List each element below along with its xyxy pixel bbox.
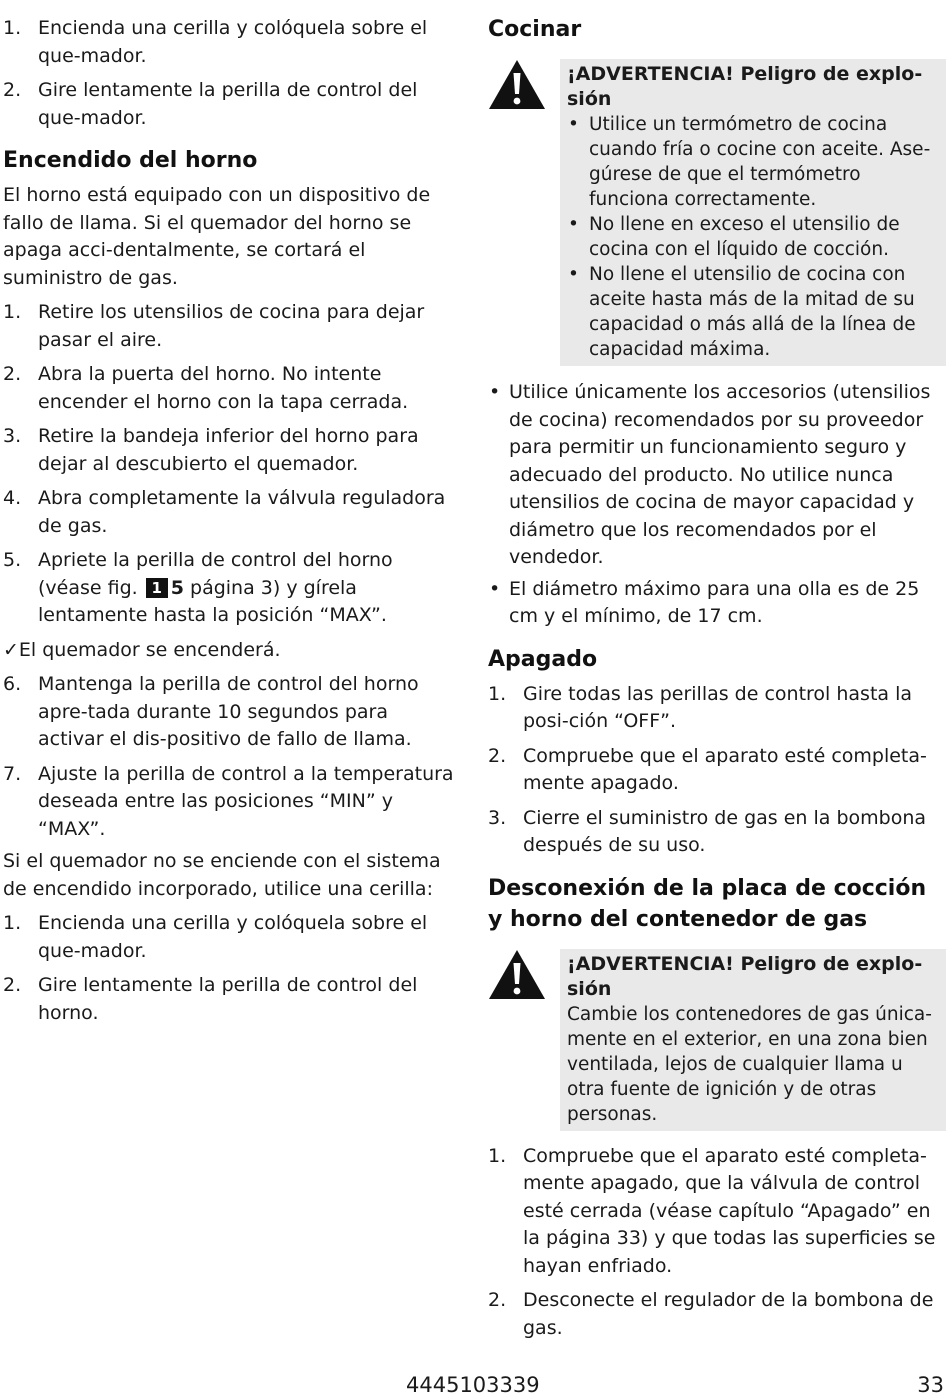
burner-steps (3, 15, 459, 132)
match-steps (3, 910, 459, 1027)
figure-badge: 1 (146, 578, 168, 598)
off-steps (488, 681, 946, 860)
list-item: • El diámetro máximo para una olla es de 25 cm y el mínimo, de 17 cm. (488, 576, 946, 631)
list-item: • Utilice únicamente los accesorios (utensilios de cocina) recomendados por su proveedor para permitir un funcionamiento seguro y adecuado del producto. No utilice nunca utensilios de cocina de mayor capacidad y diámetro que los recomendados por el vendedor. (488, 379, 946, 572)
list-item: 6. Mantenga la perilla de control del horno apre-tada durante 10 segundos para activar el dis-positivo de fallo de llama. (3, 673, 419, 750)
warning-box (560, 59, 946, 366)
right-column (488, 0, 946, 1349)
list-item: 1. Encienda una cerilla y colóquela sobre el que-mador. (3, 912, 428, 962)
match-intro: Si el quemador no se enciende con el sistema de encendido incorporado, utilice una cerilla: (3, 850, 441, 900)
list-item: 3. Cierre el suministro de gas en la bombona después de su uso. (488, 806, 927, 856)
checkmark-icon: ✓ (3, 638, 19, 661)
oven-steps-continued (3, 671, 459, 843)
list-item: 2. Abra la puerta del horno. No intente encender el horno con la tapa cerrada. (3, 363, 409, 413)
list-item: 1. Encienda una cerilla y colóquela sobre el que-mador. (3, 17, 428, 67)
list-item: • Utilice un termómetro de cocina cuando fría o cocine con aceite. Ase-gúrese de que el termómetro funciona correctamente. (567, 112, 942, 212)
list-item: 2. Gire lentamente la perilla de control del horno. (3, 974, 418, 1024)
warning-triangle-icon (488, 59, 546, 110)
page-number: 33 (917, 1373, 944, 1397)
left-column (3, 0, 459, 1034)
warning-title: ¡ADVERTENCIA! Peligro de explo-sión (567, 63, 923, 110)
list-item: 1. Retire los utensilios de cocina para dejar pasar el aire. (3, 301, 425, 351)
document-number: 4445103339 (406, 1373, 540, 1397)
cook-heading: Cocinar (488, 17, 582, 42)
off-heading: Apagado (488, 646, 598, 672)
list-item: • No llene en exceso el utensilio de cocina con el líquido de cocción. (567, 212, 942, 262)
result-line: ✓El quemador se encenderá. (3, 638, 281, 661)
warning-text: Cambie los contenedores de gas única-mente en el exterior, en una zona bien ventilada, lejos de cualquier llama u otra fuente de ignición y de otras personas. (567, 1003, 932, 1125)
warning-title: ¡ADVERTENCIA! Peligro de explo-sión (567, 952, 923, 1000)
warning-block-gas-change (488, 949, 946, 1131)
warning-block-explosion (488, 59, 946, 366)
list-item: 2. Compruebe que el aparato esté completa-mente apagado. (488, 744, 927, 794)
list-item: 2. Gire lentamente la perilla de control del que-mador. (3, 79, 418, 129)
list-item: 4. Abra completamente la válvula reguladora de gas. (3, 487, 446, 537)
warning-box (560, 949, 946, 1131)
list-item: 1. Gire todas las perillas de control hasta la posi-ción “OFF”. (488, 682, 913, 732)
cook-bullets (488, 379, 946, 631)
oven-steps (3, 299, 459, 630)
list-item: 7. Ajuste la perilla de control a la temperatura deseada entre las posiciones “MIN” y “MAX”. (3, 762, 454, 840)
list-item: 1. Compruebe que el aparato esté completa-mente apagado, que la válvula de control esté cerrada (véase capítulo “Apagado” en la página 33) y que todas las superficies se hayan enfriado. (488, 1144, 936, 1277)
list-item: 3. Retire la bandeja inferior del horno para dejar al descubierto el quemador. (3, 425, 419, 475)
warning-bullets (567, 112, 942, 362)
disconnect-steps (488, 1143, 946, 1343)
oven-heading: Encendido del horno (3, 148, 258, 173)
list-item: 5. Apriete la perilla de control del horno (véase fig. 1 5 página 3) y gírela lentamente hasta la posición “MAX”. (3, 549, 393, 626)
disconnect-heading: Desconexión de la placa de cocción y horno del contenedor de gas (488, 875, 927, 932)
oven-intro: El horno está equipado con un dispositivo de fallo de llama. Si el quemador del horno se apaga acci-dentalmente, se cortará el suministro de gas. (3, 184, 431, 289)
warning-triangle-icon (488, 949, 546, 1000)
list-item: 2. Desconecte el regulador de la bombona de gas. (488, 1289, 934, 1339)
list-item: • No llene el utensilio de cocina con aceite hasta más de la mitad de su capacidad o más allá de la línea de capacidad máxima. (567, 262, 942, 362)
